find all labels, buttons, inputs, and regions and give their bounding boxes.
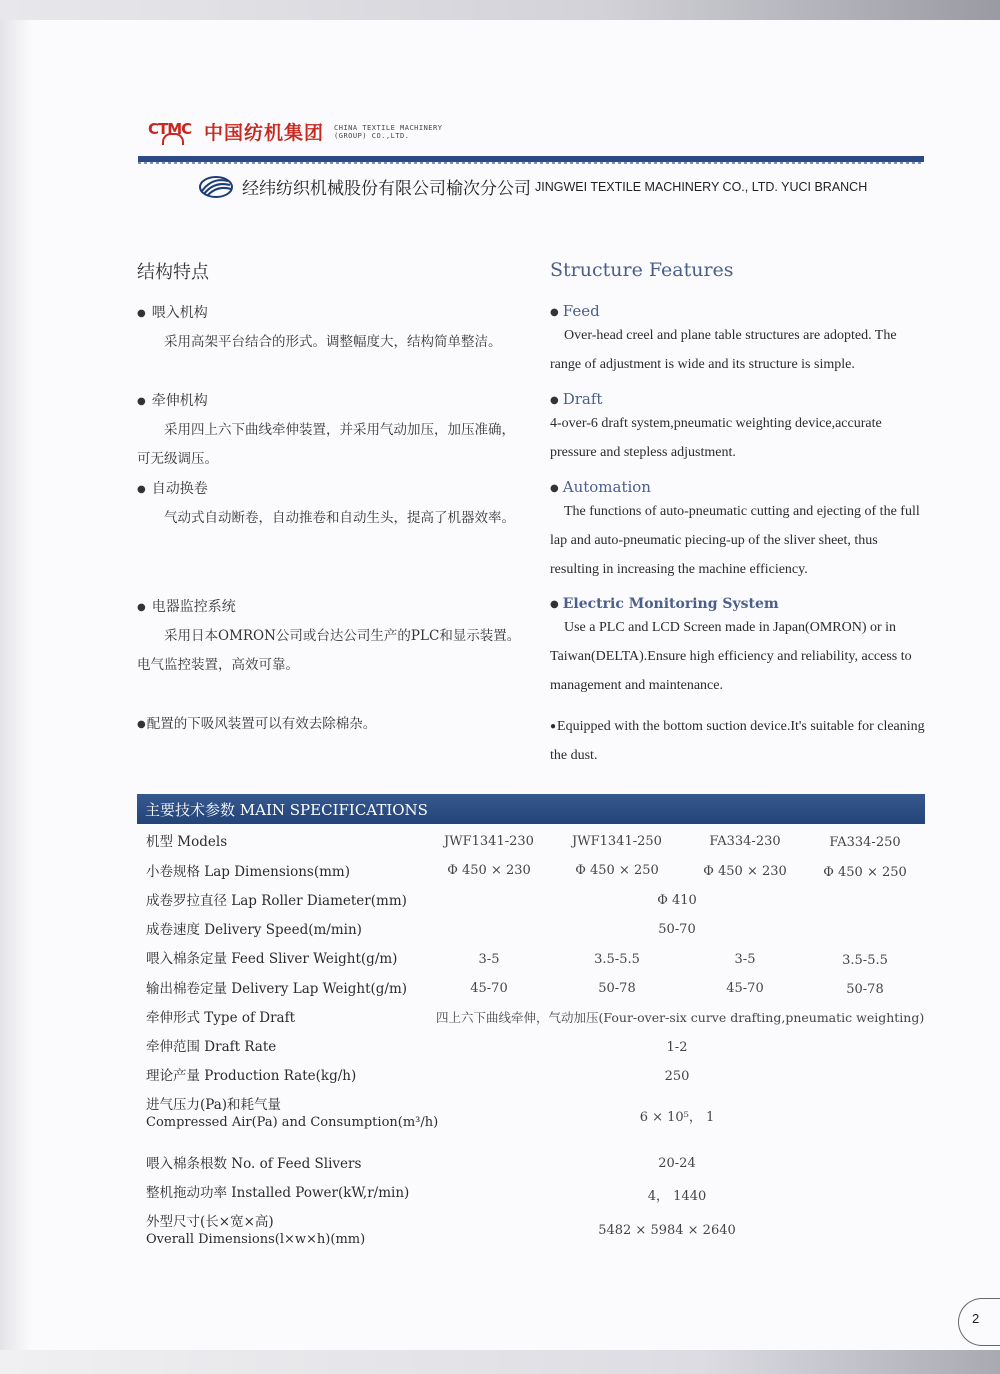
logo-mark-text: CTMC xyxy=(148,119,192,138)
feature-auto-en xyxy=(550,478,925,584)
scan-edge-bottom xyxy=(0,1350,1000,1374)
branch-english-name: JINGWEI TEXTILE MACHINERY CO., LTD. YUCI BRANCH xyxy=(535,179,868,194)
scan-edge-top xyxy=(0,0,1000,20)
spec-cell: 50-78 xyxy=(846,982,884,997)
spec-value: 5482 × 5984 × 2640 xyxy=(598,1223,736,1238)
spec-cell: 3-5 xyxy=(478,952,500,967)
spec-value: 6 × 10⁵， 1 xyxy=(639,1110,715,1125)
feature-feed-en xyxy=(550,302,925,379)
spec-label xyxy=(146,1210,365,1247)
header-rule-dots xyxy=(138,162,924,164)
feature-body: Use a PLC and LCD Screen made in Japan(OMRON) or in Taiwan(DELTA).Ensure high efficiency and reliability, access to management and maintenance. xyxy=(550,620,912,693)
spec-cell: Φ 450 × 250 xyxy=(575,863,659,878)
page-number-tab xyxy=(958,1298,1000,1346)
spec-cell: 45-70 xyxy=(726,981,764,996)
features-title-en: Structure Features xyxy=(550,259,734,281)
feature-draft-en xyxy=(550,390,925,467)
logo-chinese-name: 中国纺机集团 xyxy=(204,122,325,144)
feature-head: ● Automation xyxy=(550,478,925,496)
spec-cell: Φ 450 × 250 xyxy=(823,865,907,880)
feature-body: 4-over-6 draft system,pneumatic weighting device,accurate pressure and stepless adjustment. xyxy=(550,416,882,460)
spec-label: 机型 Models xyxy=(146,834,228,850)
scan-edge-left xyxy=(0,20,32,1350)
spec-label-cn: 外型尺寸(长×宽×高) xyxy=(146,1214,274,1230)
feature-head: ● 电器监控系统 xyxy=(137,596,522,616)
spec-label: 牵伸形式 Type of Draft xyxy=(146,1010,296,1026)
spec-cell: JWF1341-250 xyxy=(572,834,662,849)
feature-head: ● Draft xyxy=(550,390,925,408)
spec-label xyxy=(146,1093,438,1130)
branch-chinese-name: 经纬纺织机械股份有限公司榆次分公司 xyxy=(242,179,531,199)
feature-body: The functions of auto-pneumatic cutting and ejecting of the full lap and auto-pneumatic piecing-up of the sliver sheet, thus resulting in increasing the machine efficiency. xyxy=(550,504,920,577)
spec-value: Φ 410 xyxy=(657,893,697,908)
feature-head: ● Electric Monitoring System xyxy=(550,596,925,612)
spec-label: 喂入棉条定量 Feed Sliver Weight(g/m) xyxy=(146,951,398,967)
spec-label: 理论产量 Production Rate(kg/h) xyxy=(146,1068,357,1084)
spec-label-cn: 进气压力(Pa)和耗气量 xyxy=(146,1097,282,1113)
spec-label: 成卷罗拉直径 Lap Roller Diameter(mm) xyxy=(146,893,407,909)
spec-label: 整机拖动功率 Installed Power(kW,r/min) xyxy=(146,1185,410,1201)
specs-title: 主要技术参数 MAIN SPECIFICATIONS xyxy=(145,801,428,819)
logo-english-line1: CHINA TEXTILE MACHINERY xyxy=(334,123,443,132)
features-title-cn: 结构特点 xyxy=(137,262,209,283)
spec-cell: Φ 450 × 230 xyxy=(447,863,531,878)
spec-cell: 50-78 xyxy=(598,981,636,996)
feature-draft-cn xyxy=(137,390,522,474)
spec-label: 成卷速度 Delivery Speed(m/min) xyxy=(146,922,362,938)
feature-note-cn: ● 配置的下吸风装置可以有效去除棉杂。 xyxy=(137,712,522,732)
branch-header xyxy=(198,174,867,199)
spec-label: 喂入棉条根数 No. of Feed Slivers xyxy=(146,1156,362,1172)
logo-english-name xyxy=(334,124,442,140)
spec-cell: 3.5-5.5 xyxy=(594,952,640,967)
feature-body: 采用日本OMRON公司或台达公司生产的PLC和显示装置。电气监控装置，高效可靠。 xyxy=(137,628,521,673)
page-number: 2 xyxy=(972,1311,980,1326)
spec-label-en: Compressed Air(Pa) and Consumption(m³/h) xyxy=(146,1115,439,1130)
feature-head: ● Feed xyxy=(550,302,925,320)
feature-note-en: ● Equipped with the bottom suction device.It's suitable for cleaning the dust. xyxy=(550,712,925,770)
spec-cell: FA334-250 xyxy=(829,835,901,850)
spec-cell: 3-5 xyxy=(734,952,756,967)
feature-body: Over-head creel and plane table structures are adopted. The range of adjustment is wide and its structure is simple. xyxy=(550,328,897,372)
feature-body: 采用高架平台结合的形式。调整幅度大，结构简单整洁。 xyxy=(164,334,502,350)
feature-body: 采用四上六下曲线牵伸装置，并采用气动加压，加压准确，可无级调压。 xyxy=(137,422,515,467)
spec-value: 20-24 xyxy=(658,1156,696,1171)
feature-auto-cn xyxy=(137,478,522,533)
feature-body: 气动式自动断卷，自动推卷和自动生头，提高了机器效率。 xyxy=(164,510,515,526)
feature-head: ● 喂入机构 xyxy=(137,302,522,322)
specs-header-bar xyxy=(137,794,925,824)
spec-value: 50-70 xyxy=(658,922,696,937)
feature-head: ● 自动换卷 xyxy=(137,478,522,498)
feature-elec-en xyxy=(550,596,925,700)
spec-cell: 3.5-5.5 xyxy=(842,953,888,968)
spec-label: 小卷规格 Lap Dimensions(mm) xyxy=(146,864,350,880)
feature-head: ● 牵伸机构 xyxy=(137,390,522,410)
spec-value: 250 xyxy=(664,1069,690,1084)
spec-label-en: Overall Dimensions(l×w×h)(mm) xyxy=(146,1232,366,1247)
spec-value: 四上六下曲线牵伸，气动加压(Four-over-six curve drafting,pneumatic weighting) xyxy=(436,1010,925,1025)
spec-cell: FA334-230 xyxy=(709,834,781,849)
logo-english-line2: (GROUP) CO.,LTD. xyxy=(334,131,410,140)
spec-cell: JWF1341-230 xyxy=(444,834,534,849)
feature-feed-cn xyxy=(137,302,522,357)
gear-icon xyxy=(162,133,184,145)
feature-elec-cn xyxy=(137,596,522,680)
group-logo xyxy=(148,118,442,145)
spec-value: 1-2 xyxy=(666,1040,688,1055)
jingwei-logo-icon xyxy=(198,175,234,199)
spec-cell: Φ 450 × 230 xyxy=(703,864,787,879)
spec-cell: 45-70 xyxy=(470,981,508,996)
spec-label: 牵伸范围 Draft Rate xyxy=(146,1039,277,1055)
spec-value: 4， 1440 xyxy=(647,1189,707,1204)
spec-label: 输出棉卷定量 Delivery Lap Weight(g/m) xyxy=(146,981,408,997)
ctmc-logo-icon xyxy=(148,119,200,145)
